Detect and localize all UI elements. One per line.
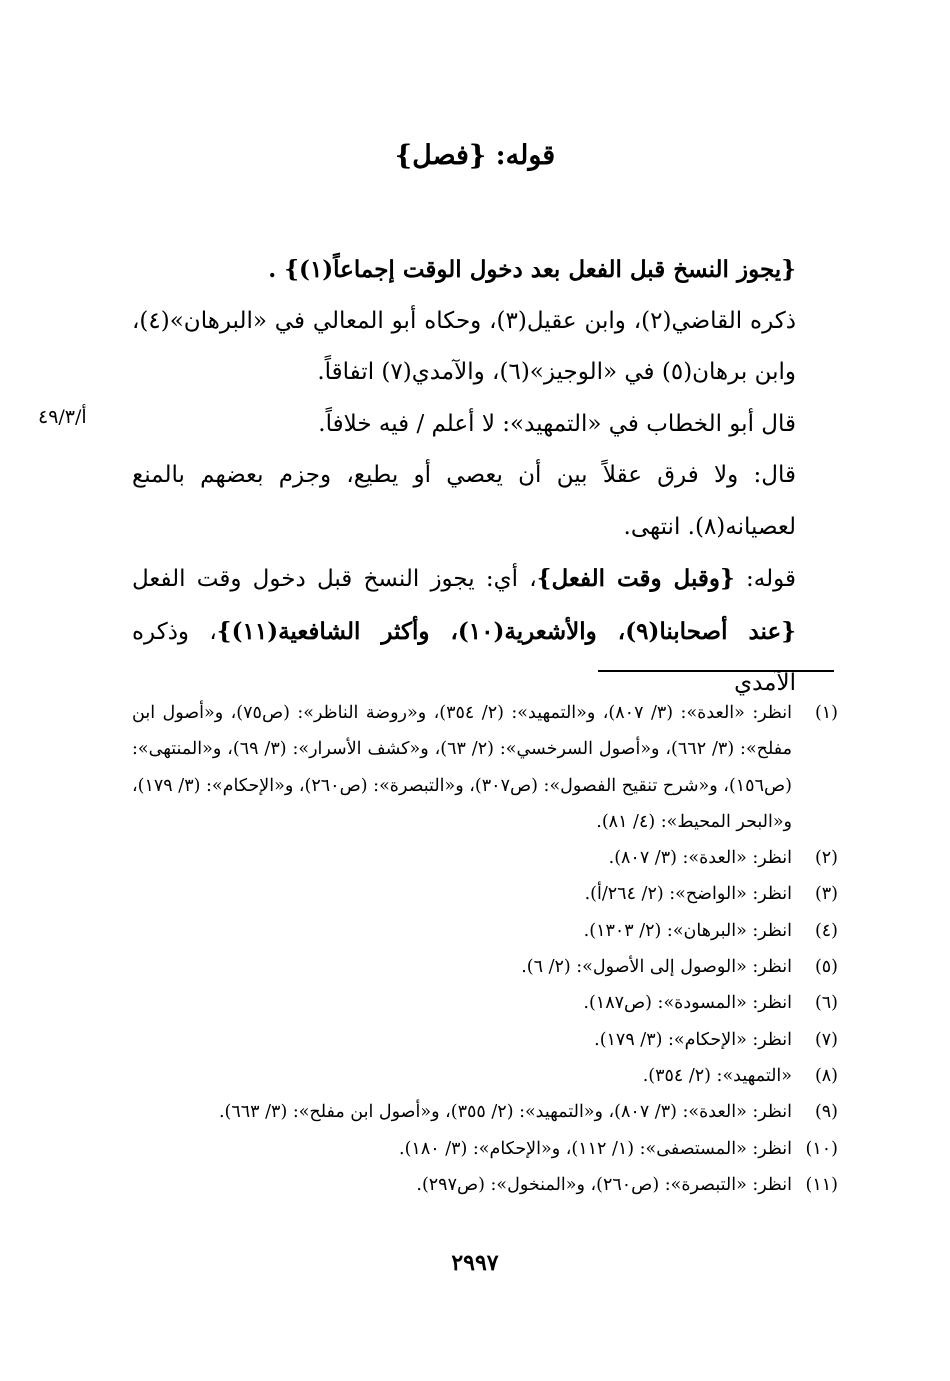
footnote-text: انظر: «الواضح»: (٢/ ٢٦٤/أ). — [584, 884, 792, 905]
footnote-7 — [132, 1022, 838, 1058]
footnote-number: (٨) — [814, 1065, 838, 1086]
manuscript-folio-note: أ/٤٩/٣ — [38, 406, 87, 428]
footnote-separator — [598, 670, 834, 672]
footnote-number: (٢) — [814, 848, 838, 869]
footnotes — [132, 695, 838, 1203]
body-paragraph-3: قال أبو الخطاب في «التمهيد»: لا أعلم / فيه خلافاً. — [318, 410, 796, 437]
body-paragraph-1: {يجوز النسخ قبل الفعل بعد دخول الوقت إجماعاً(١)} . — [268, 256, 796, 283]
body-paragraph-4: قال: ولا فرق عقلاً بين أن يعصي أو يطيع، وجزم بعضهم بالمنع لعصيانه(٨). انتهى. — [132, 462, 796, 540]
footnote-number: (١٠) — [805, 1138, 838, 1159]
footnote-number: (٤) — [814, 920, 838, 941]
footnote-number: (٦) — [814, 993, 838, 1014]
p5-quoted-text: {وقبل وقت الفعل} — [536, 565, 735, 592]
footnote-8 — [132, 1058, 838, 1094]
main-text — [132, 244, 838, 710]
body-paragraph-5 — [132, 553, 838, 710]
footnote-text: انظر: «العدة»: (٣/ ٨٠٧). — [608, 848, 792, 869]
footnote-number: (١١) — [805, 1174, 838, 1195]
footnote-4 — [132, 913, 838, 949]
p5-quoted-text-2: {عند أصحابنا(٩)، والأشعرية(١٠)، وأكثر الشافعية(١١)} — [216, 617, 796, 645]
footnote-text: انظر: «المستصفى»: (١/ ١١٢)، و«الإحكام»: (٣/ ١٨٠). — [399, 1138, 792, 1159]
p5-explanation: ، أي: يجوز النسخ قبل دخول وقت الفعل — [132, 566, 537, 592]
footnote-text: انظر: «الإحكام»: (٣/ ١٧٩). — [594, 1029, 792, 1050]
p5-lead: قوله: — [734, 566, 796, 592]
footnote-1 — [132, 695, 838, 840]
page-number: ٢٩٩٧ — [451, 1250, 499, 1276]
footnote-number: (٣) — [814, 884, 838, 905]
footnote-text: «التمهيد»: (٢/ ٣٥٤). — [642, 1065, 792, 1086]
footnote-number: (٥) — [814, 957, 838, 978]
footnote-text: انظر: «المسودة»: (ص١٨٧). — [583, 993, 792, 1014]
footnote-10 — [132, 1131, 838, 1167]
footnote-text: انظر: «البرهان»: (٢/ ١٣٠٣). — [583, 920, 792, 941]
footnote-number: (١) — [814, 703, 838, 723]
footnote-5 — [132, 949, 838, 985]
p5-tail: ، وذكره الآمدي — [132, 618, 796, 696]
footnote-text: انظر: «العدة»: (٣/ ٨٠٧)، و«التمهيد»: (٢/ ٣٥٤)، و«روضة الناظر»: (ص٧٥)، و«أصول ابن مفلح»: (٣/ ٦٦٢)، و«أصول السرخسي»: (٢/ ٦٣)، و«كشف الأسرار»: (٣/ ٦٩)، و«المنتهى»: (ص١٥٦)، و«شرح تنقيح الفصول»: (ص٣٠٧)، و«التبصرة»: (ص٢٦٠)، و«الإحكام»: (٣/ ١٧٩)، و«البحر المحيط»: (٤/ ٨١). — [132, 703, 792, 832]
section-heading: قوله: {فصل} — [394, 140, 556, 171]
footnote-6 — [132, 985, 838, 1021]
footnote-2 — [132, 840, 838, 876]
footnote-9 — [132, 1094, 838, 1130]
footnote-text: انظر: «التبصرة»: (ص٢٦٠)، و«المنخول»: (ص٢٩٧). — [416, 1174, 792, 1195]
footnote-number: (٧) — [814, 1029, 838, 1050]
body-paragraph-2: ذكره القاضي(٢)، وابن عقيل(٣)، وحكاه أبو المعالي في «البرهان»(٤)، وابن برهان(٥) في «الوجيز»(٦)، والآمدي(٧) اتفاقاً. — [132, 307, 796, 385]
footnote-11 — [132, 1167, 838, 1203]
footnote-text: انظر: «الوصول إلى الأصول»: (٢/ ٦). — [521, 957, 792, 978]
footnote-text: انظر: «العدة»: (٣/ ٨٠٧)، و«التمهيد»: (٢/ ٣٥٥)، و«أصول ابن مفلح»: (٣/ ٦٦٣). — [218, 1102, 792, 1123]
footnote-number: (٩) — [814, 1102, 838, 1123]
footnote-3 — [132, 876, 838, 912]
